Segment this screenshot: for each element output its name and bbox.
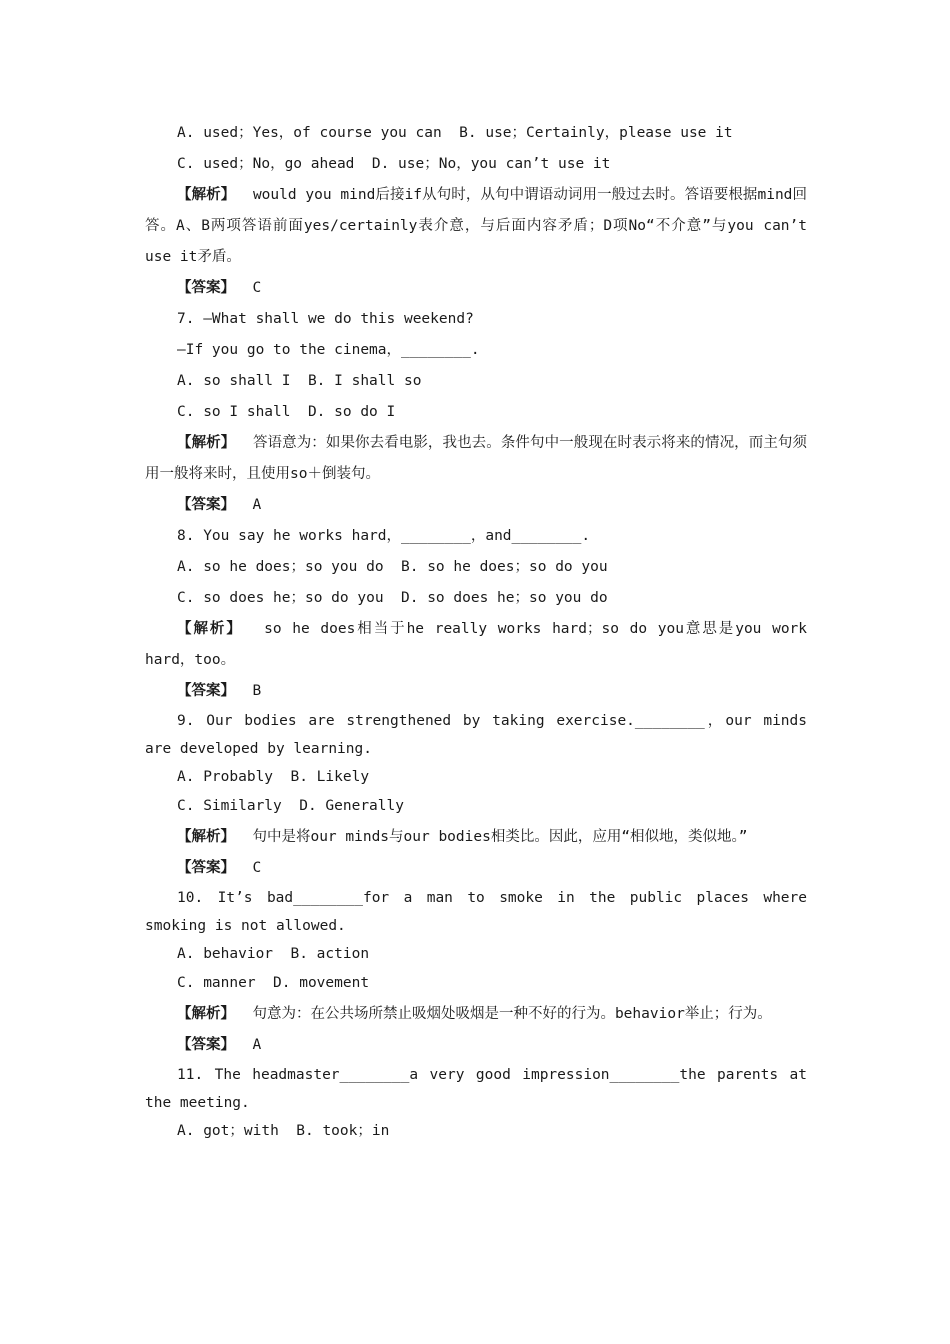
q9-answer: [145, 853, 807, 884]
q8-options-cd: C. so does he；so do you D. so does he；so you do: [177, 590, 608, 606]
q7-stem-line1: 7. —What shall we do this weekend?: [177, 311, 474, 327]
q11-options-ab: A. got；with B. took；in: [177, 1123, 390, 1139]
q7-analysis: [145, 428, 807, 490]
q10-answer-text: A: [235, 1037, 262, 1053]
q7-analysis-text: 答语意为：如果你去看电影，我也去。条件句中一般现在时表示将来的情况，而主句须用一般将来时，且使用so＋倒装句。: [145, 435, 807, 482]
answer-tag: 【答案】: [177, 683, 235, 699]
q7-options-ab: A. so shall I B. I shall so: [177, 373, 422, 389]
q8-options-ab: A. so he does；so you do B. so he does；so do you: [177, 559, 608, 575]
q7-answer-text: A: [235, 497, 262, 513]
q8-stem: 8. You say he works hard，________，and________.: [177, 528, 591, 544]
q8-answer-text: B: [235, 683, 262, 699]
document-page: [145, 118, 816, 1145]
answer-tag: 【答案】: [177, 497, 235, 513]
q8-answer: [145, 676, 807, 707]
q6-answer: [145, 273, 807, 304]
analysis-tag: 【解析】: [177, 435, 236, 451]
q10-analysis-text: 句意为：在公共场所禁止吸烟处吸烟是一种不好的行为。behavior举止；行为。: [235, 1006, 772, 1022]
q10-analysis: [145, 999, 807, 1030]
q9-stem: 9. Our bodies are strengthened by taking exercise.________，our minds are developed by learning.: [145, 713, 816, 757]
q11-stem: 11. The headmaster________a very good impression________the parents at the meeting.: [145, 1067, 816, 1111]
answer-tag: 【答案】: [177, 1037, 235, 1053]
q9-answer-text: C: [235, 860, 262, 876]
q9-options-cd: C. Similarly D. Generally: [177, 798, 404, 814]
answer-tag: 【答案】: [177, 860, 235, 876]
q10-answer: [145, 1030, 807, 1061]
q7-stem-line2: —If you go to the cinema，________.: [177, 342, 480, 358]
analysis-tag: 【解析】: [177, 621, 243, 637]
q9-analysis-text: 句中是将our minds与our bodies相类比。因此，应用“相似地，类似地。”: [235, 829, 748, 845]
q10-stem: 10. It’s bad________for a man to smoke in the public places where smoking is not allowed.: [145, 890, 816, 934]
q6-analysis-text: would you mind后接if从句时，从句中谓语动词用一般过去时。答语要根据mind回答。A、B两项答语前面yes/certainly表介意，与后面内容矛盾；D项No“不介意”与you can’t use it矛盾。: [145, 187, 816, 265]
q8-analysis-text: so he does相当于he really works hard；so do you意思是you work hard，too。: [145, 621, 816, 668]
q9-options-ab: A. Probably B. Likely: [177, 769, 370, 785]
q6-analysis: [145, 180, 816, 273]
answer-tag: 【答案】: [177, 280, 235, 296]
q6-answer-text: C: [235, 280, 262, 296]
analysis-tag: 【解析】: [177, 187, 236, 203]
q9-analysis: [145, 822, 807, 853]
analysis-tag: 【解析】: [177, 1006, 235, 1022]
q10-options-cd: C. manner D. movement: [177, 975, 370, 991]
q6-options-ab: A. used；Yes，of course you can B. use；Certainly，please use it: [177, 125, 733, 141]
q8-analysis: [145, 614, 816, 676]
analysis-tag: 【解析】: [177, 829, 235, 845]
q10-options-ab: A. behavior B. action: [177, 946, 370, 962]
q6-options-cd: C. used；No，go ahead D. use；No，you can’t use it: [177, 156, 611, 172]
q7-options-cd: C. so I shall D. so do I: [177, 404, 396, 420]
q7-answer: [145, 490, 807, 521]
